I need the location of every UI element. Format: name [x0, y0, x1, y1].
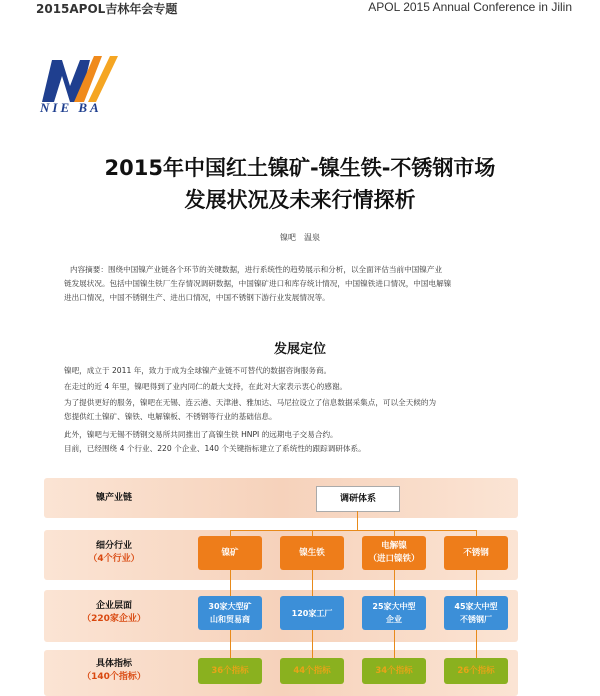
industry-box-electrolytic-nickel	[362, 536, 426, 570]
enterprise-box-line: 不锈钢厂	[460, 615, 492, 624]
row-label	[44, 492, 184, 505]
abstract-line: 进出口情况，中国不锈钢生产、进出口情况，中国不锈钢下游行业发展情况等。	[64, 293, 330, 302]
row-label-text: 具体指标	[95, 659, 132, 669]
industry-box-label: 不锈钢	[463, 547, 489, 558]
industry-box-label: 电解镍	[381, 541, 407, 551]
research-system-diagram	[44, 474, 518, 696]
body-paragraph: 此外，镍吧与无锡不锈钢交易所共同推出了高镍生铁 HNPI 的远期电子交易合约。	[64, 430, 338, 439]
enterprise-box	[198, 596, 262, 630]
enterprise-box	[444, 596, 508, 630]
body-paragraph: 为了提供更好的服务，镍吧在无锡、连云港、天津港、雅加达、马尼拉设立了信息数据采集点，可以全天候的为	[64, 398, 437, 407]
enterprise-box-line: 25家大中型	[372, 602, 416, 611]
industry-box-label: 镍生铁	[299, 547, 325, 558]
page-title-line2: 发展状况及未来行情探析	[184, 188, 416, 212]
row-label-sub: （140个指标）	[82, 672, 146, 682]
connector	[312, 570, 313, 596]
body-paragraph: 您提供红土镍矿、镍铁、电解镍板、不锈钢等行业的基础信息。	[64, 412, 277, 421]
industry-box-sub: （进口镍铁）	[368, 554, 420, 564]
authors: 镍吧 温泉	[280, 233, 320, 242]
industry-box-npi	[280, 536, 344, 570]
connector	[476, 630, 477, 658]
row-label-text: 企业层面	[95, 601, 132, 611]
connector	[230, 530, 476, 531]
row-label-sub: （4个行业）	[88, 554, 140, 564]
section-title: 发展定位	[273, 342, 326, 357]
header-right: APOL 2015 Annual Conference in Jilin	[368, 0, 572, 14]
body-paragraph: 在走过的近 4 年里，镍吧得到了业内同仁的最大支持，在此对大家表示衷心的感谢。	[64, 382, 348, 391]
research-system-box: 调研体系	[316, 486, 400, 512]
header-left: 2015APOL吉林年会专题	[36, 2, 178, 16]
row-label-text: 细分行业	[95, 541, 132, 551]
connector	[394, 570, 395, 596]
connector	[476, 570, 477, 596]
abstract-line: 链发展状况。包括中国镍生铁厂生存情况调研数据，中国镍矿进口和库存统计情况，中国镍铁进口情况，中国电解镍	[64, 279, 452, 288]
enterprise-box	[280, 596, 344, 630]
abstract-line: 内容摘要：围绕中国镍产业链各个环节的关键数据，进行系统性的趋势展示和分析，以全面评估当前中国镍产业	[70, 265, 443, 274]
connector	[312, 630, 313, 658]
enterprise-box-line: 企业	[386, 615, 402, 624]
enterprise-box-line: 山和贸易商	[210, 615, 250, 624]
indicator-box: 36个指标	[198, 658, 262, 684]
connector	[394, 630, 395, 658]
enterprise-box-line: 30家大型矿	[208, 602, 252, 611]
industry-box-stainless	[444, 536, 508, 570]
industry-box-label: 镍矿	[221, 547, 239, 558]
row-label-sub: （220家企业）	[82, 614, 146, 624]
enterprise-box	[362, 596, 426, 630]
indicator-box: 26个指标	[444, 658, 508, 684]
page-title-line1: 2015年中国红土镍矿-镍生铁-不锈钢市场	[104, 156, 496, 180]
connector	[230, 570, 231, 596]
indicator-box: 34个指标	[362, 658, 426, 684]
body-paragraph: 目前，已经围绕 4 个行业、220 个企业、140 个关键指标建立了系统性的跟踪调研体系。	[64, 444, 366, 453]
row-label	[44, 540, 184, 566]
indicator-box: 44个指标	[280, 658, 344, 684]
enterprise-box-line: 45家大中型	[454, 602, 498, 611]
body-paragraph: 镍吧，成立于 2011 年，致力于成为全球镍产业链不可替代的数据咨询服务商。	[64, 366, 332, 375]
row-label	[44, 658, 184, 684]
connector	[230, 630, 231, 658]
row-label	[44, 600, 184, 626]
abstract	[64, 263, 534, 305]
enterprise-box-line: 120家工厂	[291, 608, 333, 618]
connector	[357, 511, 358, 530]
logo-text: NIE BA	[40, 100, 102, 115]
row-label-text: 镍产业链	[95, 493, 132, 503]
industry-box-nickel-ore	[198, 536, 262, 570]
